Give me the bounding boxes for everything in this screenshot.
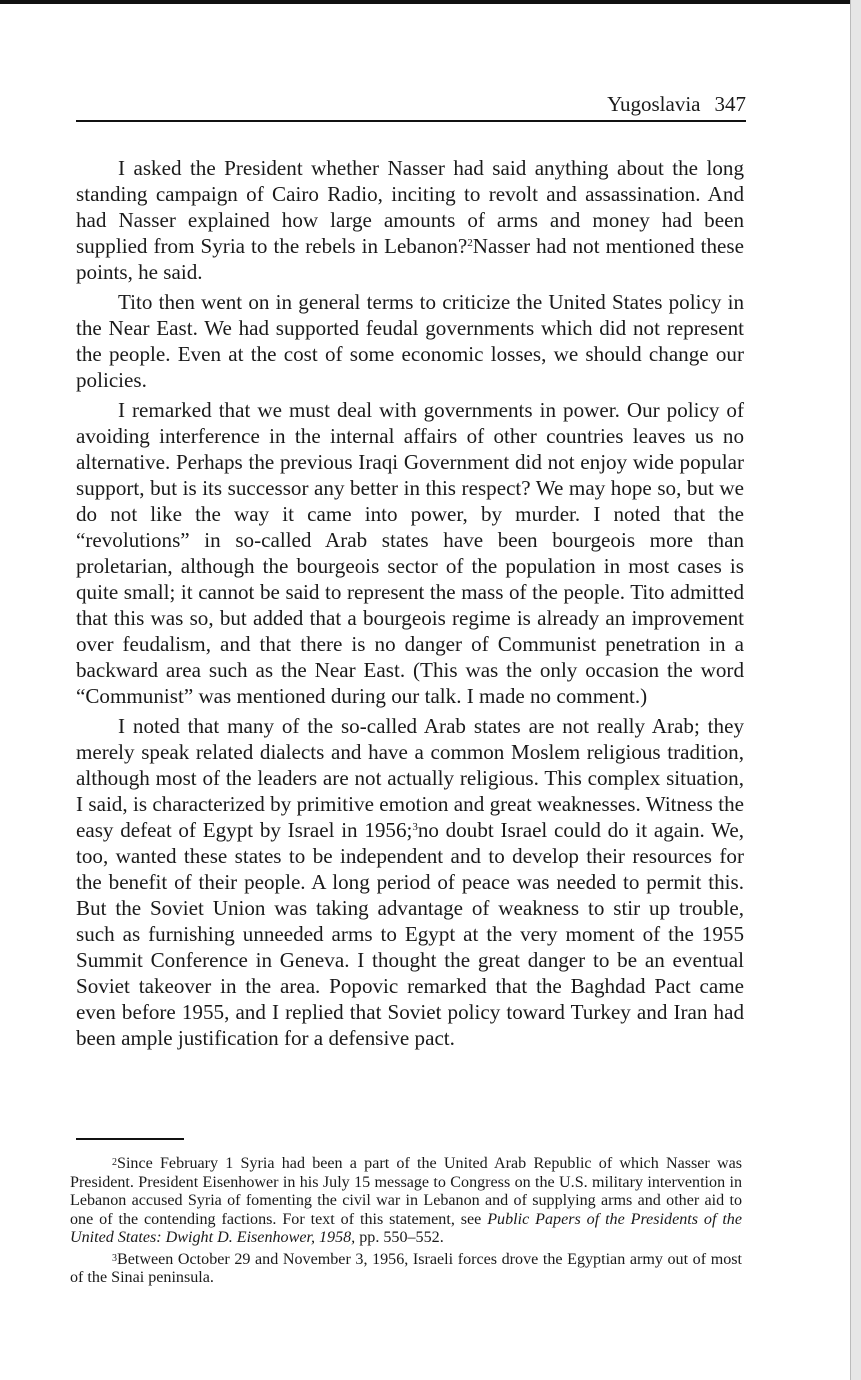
- running-header: [76, 90, 746, 120]
- paragraph-4-text-b: no doubt Israel could do it again. We, too, wanted these states to be independent and to develop their resources for the benefit of their people. A long period of peace was needed to permit this. But the Soviet Union was taking advantage of weakness to stir up trouble, such as furnishing unneeded arms to Egypt at the very moment of the 1955 Summit Conference in Geneva. I thought the great danger to be an eventual Soviet takeover in the area. Popovic remarked that the Baghdad Pact came even before 1955, and I replied that Soviet policy toward Turkey and Iran had been ample justification for a defensive pact.: [76, 818, 744, 1050]
- top-border-rule: [0, 0, 851, 4]
- paragraph-1-text-b: Nasser had not mentioned these points, he said.: [76, 234, 744, 284]
- footnote-3-marker: 3: [112, 1252, 117, 1264]
- header-title: Yugoslavia: [607, 92, 701, 116]
- paragraph-1: [76, 155, 744, 285]
- footnote-ref-2: 2: [467, 237, 473, 249]
- page-edge: [850, 0, 861, 1380]
- body-text: [76, 155, 744, 1055]
- paragraph-4: [76, 713, 744, 1051]
- header-rule: [76, 120, 746, 122]
- paragraph-4-text-a: I noted that many of the so-called Arab states are not really Arab; they merely speak related dialects and have a common Moslem religious tradition, although most of the leaders are not actually religious. This complex situation, I said, is characterized by primitive emotion and great weaknesses. Witness the easy defeat of Egypt by Israel in 1956;: [76, 714, 744, 842]
- paragraph-2: Tito then went on in general terms to criticize the United States policy in the Near East. We had supported feudal governments which did not represent the people. Even at the cost of some economic losses, we should change our policies.: [76, 290, 744, 392]
- footnotes: [70, 1155, 742, 1291]
- footnote-3: [70, 1251, 742, 1288]
- page-number: 347: [714, 92, 746, 116]
- footnote-2: [70, 1155, 742, 1248]
- footnote-2-citation: Public Papers of the Presidents of the United States: Dwight D. Eisenhower, 1958,: [70, 1210, 743, 1246]
- footnote-2-pages: pp. 550–552.: [355, 1229, 444, 1246]
- footnote-2-text: Since February 1 Syria had been a part of the United Arab Republic of which Nasser was President. President Eisenhower in his July 15 message to Congress on the U.S. military intervention in Lebanon accused Syria of fomenting the civil war in Lebanon and of supplying arms and other aid to one of the contending factions. For text of this statement, see: [70, 1155, 742, 1228]
- footnote-separator: [76, 1138, 184, 1140]
- paragraph-1-text-a: I asked the President whether Nasser had said anything about the long standing campaign of Cairo Radio, inciting to revolt and assassination. And had Nasser explained how large amounts of arms and money had been supplied from Syria to the rebels in Lebanon?: [76, 156, 744, 258]
- footnote-ref-3: 3: [412, 821, 418, 833]
- paragraph-3: I remarked that we must deal with governments in power. Our policy of avoiding interference in the internal affairs of other countries leaves us no alternative. Perhaps the previous Iraqi Government did not enjoy wide popular support, but is its successor any better in this respect? We may hope so, but we do not like the way it came into power, by murder. I noted that the “revolutions” in so-called Arab states have been bourgeois more than proletarian, although the bourgeois sector of the population in most cases is quite small; it cannot be said to represent the mass of the people. Tito admitted that this was so, but added that a bourgeois regime is already an improvement over feudalism, and that there is no danger of Communist penetration in a backward area such as the Near East. (This was the only occasion the word “Communist” was mentioned during our talk. I made no comment.): [76, 398, 744, 708]
- footnote-2-marker: 2: [112, 1157, 117, 1168]
- footnote-3-text: Between October 29 and November 3, 1956, Israeli forces drove the Egyptian army out of most of the Sinai peninsula.: [70, 1250, 742, 1286]
